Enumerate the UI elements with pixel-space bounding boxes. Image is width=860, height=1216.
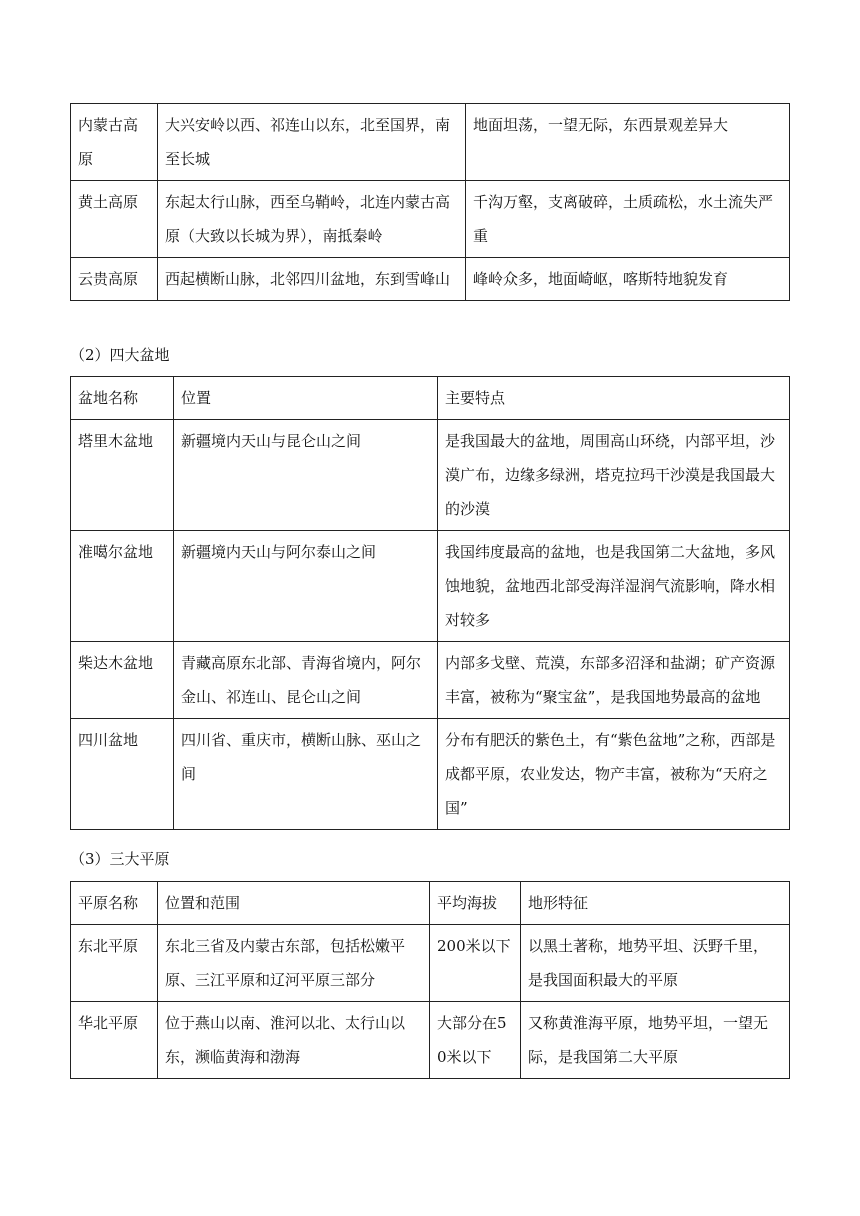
table-header-row	[71, 377, 790, 420]
plain-name: 华北平原	[71, 1002, 158, 1079]
table-row	[71, 258, 790, 301]
column-header: 位置	[174, 377, 438, 420]
basins-table	[70, 376, 790, 830]
plain-location: 东北三省及内蒙古东部，包括松嫩平原、三江平原和辽河平原三部分	[158, 925, 430, 1002]
basin-name: 柴达木盆地	[71, 642, 174, 719]
basin-features: 内部多戈壁、荒漠，东部多沼泽和盐湖；矿产资源丰富，被称为“聚宝盆”，是我国地势最高的盆地	[438, 642, 790, 719]
plateau-name: 云贵高原	[71, 258, 158, 301]
plain-altitude: 200米以下	[430, 925, 521, 1002]
table-header-row	[71, 882, 790, 925]
table-row	[71, 719, 790, 830]
plain-altitude: 大部分在50米以下	[430, 1002, 521, 1079]
plateau-features: 峰岭众多，地面崎岖，喀斯特地貌发育	[466, 258, 790, 301]
basin-name: 四川盆地	[71, 719, 174, 830]
basin-features: 分布有肥沃的紫色土，有“紫色盆地”之称，西部是成都平原，农业发达，物产丰富，被称为“天府之国”	[438, 719, 790, 830]
plateau-range: 东起太行山脉，西至乌鞘岭，北连内蒙古高原（大致以长城为界），南抵秦岭	[158, 181, 466, 258]
basin-location: 新疆境内天山与阿尔泰山之间	[174, 531, 438, 642]
basin-features: 是我国最大的盆地，周围高山环绕，内部平坦，沙漠广布，边缘多绿洲，塔克拉玛干沙漠是我国最大的沙漠	[438, 420, 790, 531]
basin-features: 我国纬度最高的盆地，也是我国第二大盆地，多风蚀地貌，盆地西北部受海洋湿润气流影响，降水相对较多	[438, 531, 790, 642]
table-row	[71, 925, 790, 1002]
plain-location: 位于燕山以南、淮河以北、太行山以东，濒临黄海和渤海	[158, 1002, 430, 1079]
column-header: 主要特点	[438, 377, 790, 420]
table-row	[71, 531, 790, 642]
column-header: 位置和范围	[158, 882, 430, 925]
plains-table	[70, 881, 790, 1079]
plateau-range: 西起横断山脉，北邻四川盆地，东到雪峰山	[158, 258, 466, 301]
column-header: 平原名称	[71, 882, 158, 925]
basin-location: 青藏高原东北部、青海省境内，阿尔金山、祁连山、昆仑山之间	[174, 642, 438, 719]
column-header: 平均海拔	[430, 882, 521, 925]
table-row	[71, 1002, 790, 1079]
plateau-range: 大兴安岭以西、祁连山以东，北至国界，南至长城	[158, 104, 466, 181]
basins-heading: （2）四大盆地	[70, 346, 170, 364]
plain-features: 以黑土著称，地势平坦、沃野千里，是我国面积最大的平原	[521, 925, 790, 1002]
plain-features: 又称黄淮海平原，地势平坦，一望无际，是我国第二大平原	[521, 1002, 790, 1079]
table-row	[71, 420, 790, 531]
basin-name: 准噶尔盆地	[71, 531, 174, 642]
basin-name: 塔里木盆地	[71, 420, 174, 531]
plateau-features: 地面坦荡，一望无际，东西景观差异大	[466, 104, 790, 181]
table-row	[71, 181, 790, 258]
table-row	[71, 104, 790, 181]
column-header: 盆地名称	[71, 377, 174, 420]
basin-location: 新疆境内天山与昆仑山之间	[174, 420, 438, 531]
basin-location: 四川省、重庆市，横断山脉、巫山之间	[174, 719, 438, 830]
plateau-name: 内蒙古高原	[71, 104, 158, 181]
column-header: 地形特征	[521, 882, 790, 925]
plateau-name: 黄土高原	[71, 181, 158, 258]
plain-name: 东北平原	[71, 925, 158, 1002]
plains-heading: （3）三大平原	[70, 850, 170, 868]
plateau-features: 千沟万壑，支离破碎，土质疏松，水土流失严重	[466, 181, 790, 258]
plateaus-table	[70, 103, 790, 301]
table-row	[71, 642, 790, 719]
